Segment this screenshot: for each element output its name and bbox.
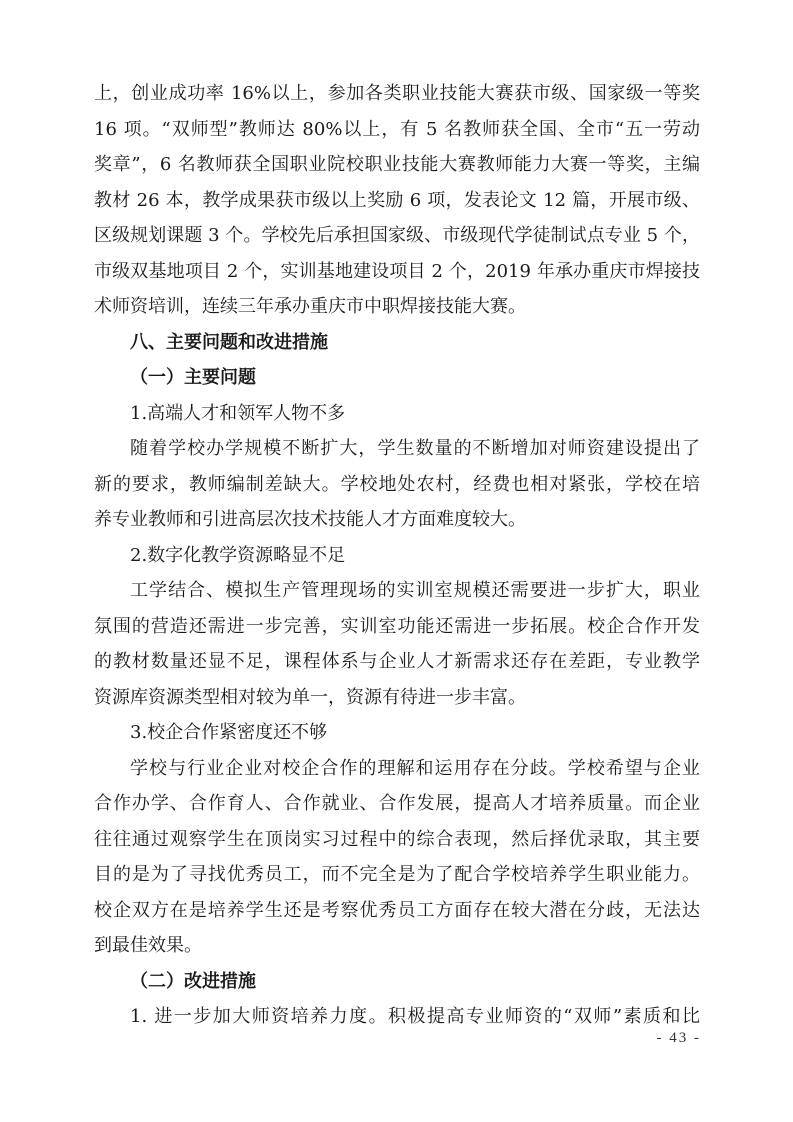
text-line: 新的要求，教师编制差缺大。学校地处农村，经费也相对紧张，学校在培: [94, 473, 700, 495]
text-line: 奖章”，6 名教师获全国职业院校职业技能大赛教师能力大赛一等奖，主编: [94, 154, 700, 175]
text-line: 合作办学、合作育人、合作就业、合作发展，提高人才培养质量。而企业: [94, 793, 700, 814]
section-heading: 八、主要问题和改进措施: [130, 331, 328, 353]
text-line: 校企双方在是培养学生还是考察优秀员工方面存在较大潜在分歧，无法达: [94, 899, 700, 921]
text-line: 目的是为了寻找优秀员工，而不完全是为了配合学校培养学生职业能力。: [94, 864, 700, 885]
text-line: 资源库资源类型相对较为单一，资源有待进一步丰富。: [94, 686, 526, 708]
text-line: 随着学校办学规模不断扩大，学生数量的不断增加对师资建设提出了: [130, 438, 700, 459]
text-line: 上，创业成功率 16%以上，参加各类职业技能大赛获市级、国家级一等奖: [94, 83, 700, 104]
text-line: 16 项。“双师型”教师达 80%以上，有 5 名教师获全国、全市“五一劳动: [94, 118, 700, 140]
text-line: 学校与行业企业对校企合作的理解和运用存在分歧。学校希望与企业: [130, 757, 700, 779]
text-line: 工学结合、模拟生产管理现场的实训室规模还需要进一步扩大，职业: [130, 580, 700, 601]
text-line: 的教材数量还显不足，课程体系与企业人才新需求还存在差距，专业教学: [94, 651, 700, 672]
text-line: 1.高端人才和领军人物不多: [130, 402, 346, 424]
text-line: 1. 进一步加大师资培养力度。积极提高专业师资的“双师”素质和比: [130, 1006, 701, 1027]
text-line: 区级规划课题 3 个。学校先后承担国家级、市级现代学徒制试点专业 5 个，: [94, 225, 700, 246]
text-line: 氛围的营造还需进一步完善，实训室功能还需进一步拓展。校企合作开发: [94, 615, 700, 637]
text-line: 养专业教师和引进高层次技术技能人才方面难度较大。: [94, 509, 526, 530]
text-line: 教材 26 本，教学成果获市级以上奖励 6 项，发表论文 12 篇，开展市级、: [94, 189, 700, 211]
page-number: - 43 -: [656, 1030, 701, 1046]
text-line: 术师资培训，连续三年承办重庆市中职焊接技能大赛。: [94, 296, 526, 317]
text-line: 往往通过观察学生在顶岗实习过程中的综合表现，然后择优录取，其主要: [94, 828, 700, 850]
text-line: 市级双基地项目 2 个，实训基地建设项目 2 个，2019 年承办重庆市焊接技: [94, 260, 700, 282]
text-line: 到最佳效果。: [94, 935, 202, 956]
section-heading: （一）主要问题: [130, 367, 256, 388]
text-line: 3.校企合作紧密度还不够: [130, 722, 328, 743]
text-line: 2.数字化教学资源略显不足: [130, 544, 346, 566]
section-heading: （二）改进措施: [130, 970, 256, 992]
